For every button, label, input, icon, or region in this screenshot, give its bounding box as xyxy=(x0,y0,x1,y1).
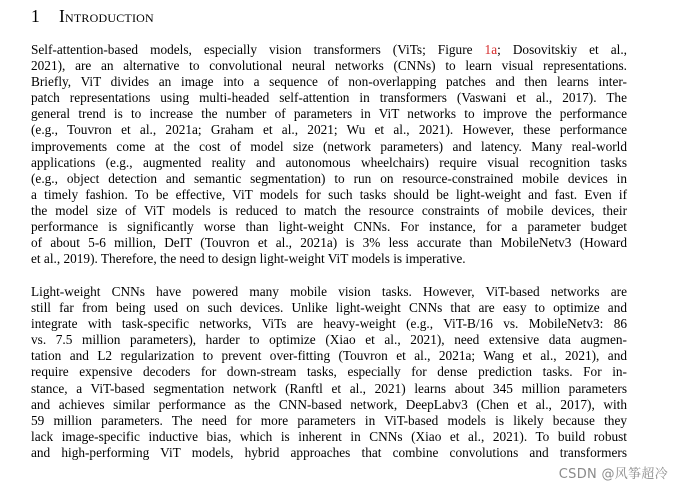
paragraph-line: vs. 7.5 million parameters), harder to optimize (Xiao et al., 2021), need extensive data augmen- xyxy=(31,332,627,348)
paragraph-line: of about 5-6 million, DeIT (Touvron et al., 2021a) is 3% less accurate than MobileNetv3 (Howard xyxy=(31,235,627,251)
paragraph-line: patch representations using multi-headed self-attention in transformers (Vaswani et al., 2017). The xyxy=(31,90,627,106)
paragraph-line: tation and L2 regularization to prevent over-fitting (Touvron et al., 2021a; Wang et al., 2021), and xyxy=(31,348,627,364)
paragraph-line: applications (e.g., augmented reality and autonomous wheelchairs) require visual recognition tasks xyxy=(31,154,627,170)
text-run: Self-attention-based models, especially vision transformers (ViTs; Figure xyxy=(31,42,485,57)
paragraph-line: 59 million parameters. The need for more parameters in ViT-based models is likely because they xyxy=(31,412,627,428)
paragraph-line: (e.g., object detection and semantic segmentation) to run on resource-constrained mobile devices in xyxy=(31,170,627,186)
section-title: Introduction xyxy=(59,6,154,26)
paragraph-line: require expensive decoders for down-stream tasks, especially for dense prediction tasks. For in- xyxy=(31,364,627,380)
paragraph-line: (e.g., Touvron et al., 2021a; Graham et al., 2021; Wu et al., 2021). However, these performance xyxy=(31,122,627,138)
paragraph-line: 2021), are an alternative to convolutional neural networks (CNNs) to learn visual representations. xyxy=(31,58,627,74)
paragraph-line: and high-performing ViT models, hybrid approaches that combine convolutions and transformers xyxy=(31,444,627,460)
paragraph-line: et al., 2019). Therefore, the need to design light-weight ViT models is imperative. xyxy=(31,251,466,267)
paragraph-line: improvements come at the cost of model size (network parameters) and latency. Many real-world xyxy=(31,138,627,154)
text-run: ; Dosovitskiy et al., xyxy=(497,42,627,57)
paragraph-line: stance, a ViT-based segmentation network (Ranftl et al., 2021) learns about 345 million parameters xyxy=(31,380,627,396)
paragraph-line: general trend is to increase the number of parameters in ViT networks to improve the performance xyxy=(31,106,627,122)
paragraph-line: still far from being used on such devices. Unlike light-weight CNNs that are easy to optimize and xyxy=(31,300,627,316)
paragraph-line: performance is significantly worse than light-weight CNNs. For instance, for a parameter budget xyxy=(31,219,627,235)
figure-reference-link[interactable]: 1a xyxy=(484,42,498,57)
csdn-watermark: CSDN @风筝超冷 xyxy=(558,467,668,482)
paragraph-line xyxy=(31,42,627,58)
paragraph-line: Briefly, ViT divides an image into a sequence of non-overlapping patches and then learns inter- xyxy=(31,74,627,90)
section-number: 1 xyxy=(31,6,40,26)
paragraph-line: the model size of ViT models is reduced to match the resource constraints of mobile devices, their xyxy=(31,202,627,218)
paragraph-line: and achieves similar performance as the CNN-based network, DeepLabv3 (Chen et al., 2017), with xyxy=(31,396,627,412)
paragraph-line: lack image-specific inductive bias, which is inherent in CNNs (Xiao et al., 2021). To build robust xyxy=(31,428,627,444)
paragraph-line: a timely fashion. To be effective, ViT models for such tasks should be light-weight and fast. Even if xyxy=(31,186,627,202)
paragraph-1 xyxy=(31,42,627,267)
paragraph-line: Light-weight CNNs have powered many mobile vision tasks. However, ViT-based networks are xyxy=(31,284,627,299)
paragraph-2 xyxy=(31,284,627,461)
paragraph-line: integrate with task-specific networks, ViTs are heavy-weight (e.g., ViT-B/16 vs. MobileNetv3: 86 xyxy=(31,316,627,332)
section-heading xyxy=(31,5,154,27)
